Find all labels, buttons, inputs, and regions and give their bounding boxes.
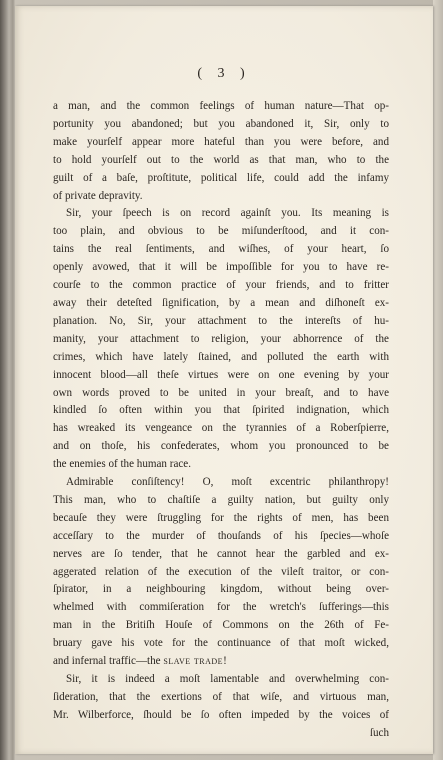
text-line: ſpirator, in a neighbouring kingdom, without being over- xyxy=(53,583,389,596)
paragraph-start-line: Sir, it is indeed a moſt lamentable and overwhelming con- xyxy=(66,673,389,685)
text-line xyxy=(53,653,389,671)
text-line: man in the Britiſh Houſe of Commons on the 26th of Fe- xyxy=(53,619,389,632)
text-line: of private depravity. xyxy=(53,189,143,202)
text-line: planation. No, Sir, your attachment to the intereſts of hu- xyxy=(53,314,389,327)
text-line: This man, who to chaſtiſe a guilty nation, but guilty only xyxy=(53,493,389,506)
text-line: whelmed with commiſeration for the wretch's ſufferings—this xyxy=(53,601,389,614)
book-page xyxy=(15,6,433,754)
paragraph-start-line: Sir, your ſpeech is on record againſt you. Its meaning is xyxy=(66,207,389,220)
text-line: a man, and the common feelings of human nature—That op- xyxy=(53,100,389,112)
text-line: and on thoſe, his confederates, whom you pronounced to be xyxy=(53,440,389,453)
text-line: ſideration, that the exertions of that wiſe, and virtuous man, xyxy=(53,690,389,703)
catchword: ſuch xyxy=(369,726,389,739)
text-line: becauſe they were ſtruggling for the rights of men, has been xyxy=(53,511,389,524)
paragraph-start-line: Admirable conſiſtency! O, moſt excentric philanthropy! xyxy=(66,476,389,489)
text-line: guilt of a baſe, proſtitute, political life, could add the infamy xyxy=(53,171,389,184)
text-line: crimes, which have lately ſtained, and polluted the earth with xyxy=(53,350,389,363)
text-line: own words proved to be united in your breaſt, and to have xyxy=(53,386,389,399)
text-line: portunity you abandoned; but you abandoned it, Sir, only to xyxy=(53,117,389,130)
text-line: to hold yourſelf out to the world as that man, who to the xyxy=(53,153,389,166)
text-line: away their deteſted ſignification, by a mean and diſhoneſt ex- xyxy=(53,296,389,309)
text-line: Mr. Wilberforce, ſhould be ſo often impeded by the voices of xyxy=(53,708,389,721)
text-line: kindled ſo often within you that ſpirited indignation, which xyxy=(53,404,389,417)
page-edge-stack xyxy=(433,0,443,760)
text-line-lead: and infernal traffic—the xyxy=(53,655,164,668)
slave-trade-small-caps: slave trade xyxy=(163,655,224,668)
text-line: has wreaked its vengeance on the tyrannies of a Roberſpierre, xyxy=(53,422,389,435)
page-body-text xyxy=(53,98,389,743)
text-line: tains the real ſentiments, and wiſhes, of your heart, ſo xyxy=(53,243,389,256)
text-line: acceſſary to the murder of thouſands of his ſpecies—whoſe xyxy=(53,529,389,542)
text-line: openly avowed, that it will be impoſſible for you to have re- xyxy=(53,261,389,274)
text-line-end: ! xyxy=(223,655,227,668)
text-line: bruary gave his vote for the continuance of that moſt wicked, xyxy=(53,637,389,650)
text-line: manity, your attachment to religion, your abhorrence of the xyxy=(53,332,389,345)
text-line: make yourſelf appear more hateful than you were before, and xyxy=(53,135,389,148)
text-line: aggerated relation of the execution of the vileſt traitor, or con- xyxy=(53,565,389,578)
page-number: ( 3 ) xyxy=(197,66,251,81)
text-line: nerves are ſo tender, that he cannot hear the garbled and ex- xyxy=(53,547,389,560)
text-line: courſe to the common practice of your friends, and to fritter xyxy=(53,279,389,292)
text-line: innocent blood—all theſe virtues were on one evening by your xyxy=(53,368,389,381)
text-line: too plain, and obvious to be miſunderſtood, and it con- xyxy=(53,225,389,238)
book-gutter xyxy=(0,0,15,760)
text-line: the enemies of the human race. xyxy=(53,458,191,471)
